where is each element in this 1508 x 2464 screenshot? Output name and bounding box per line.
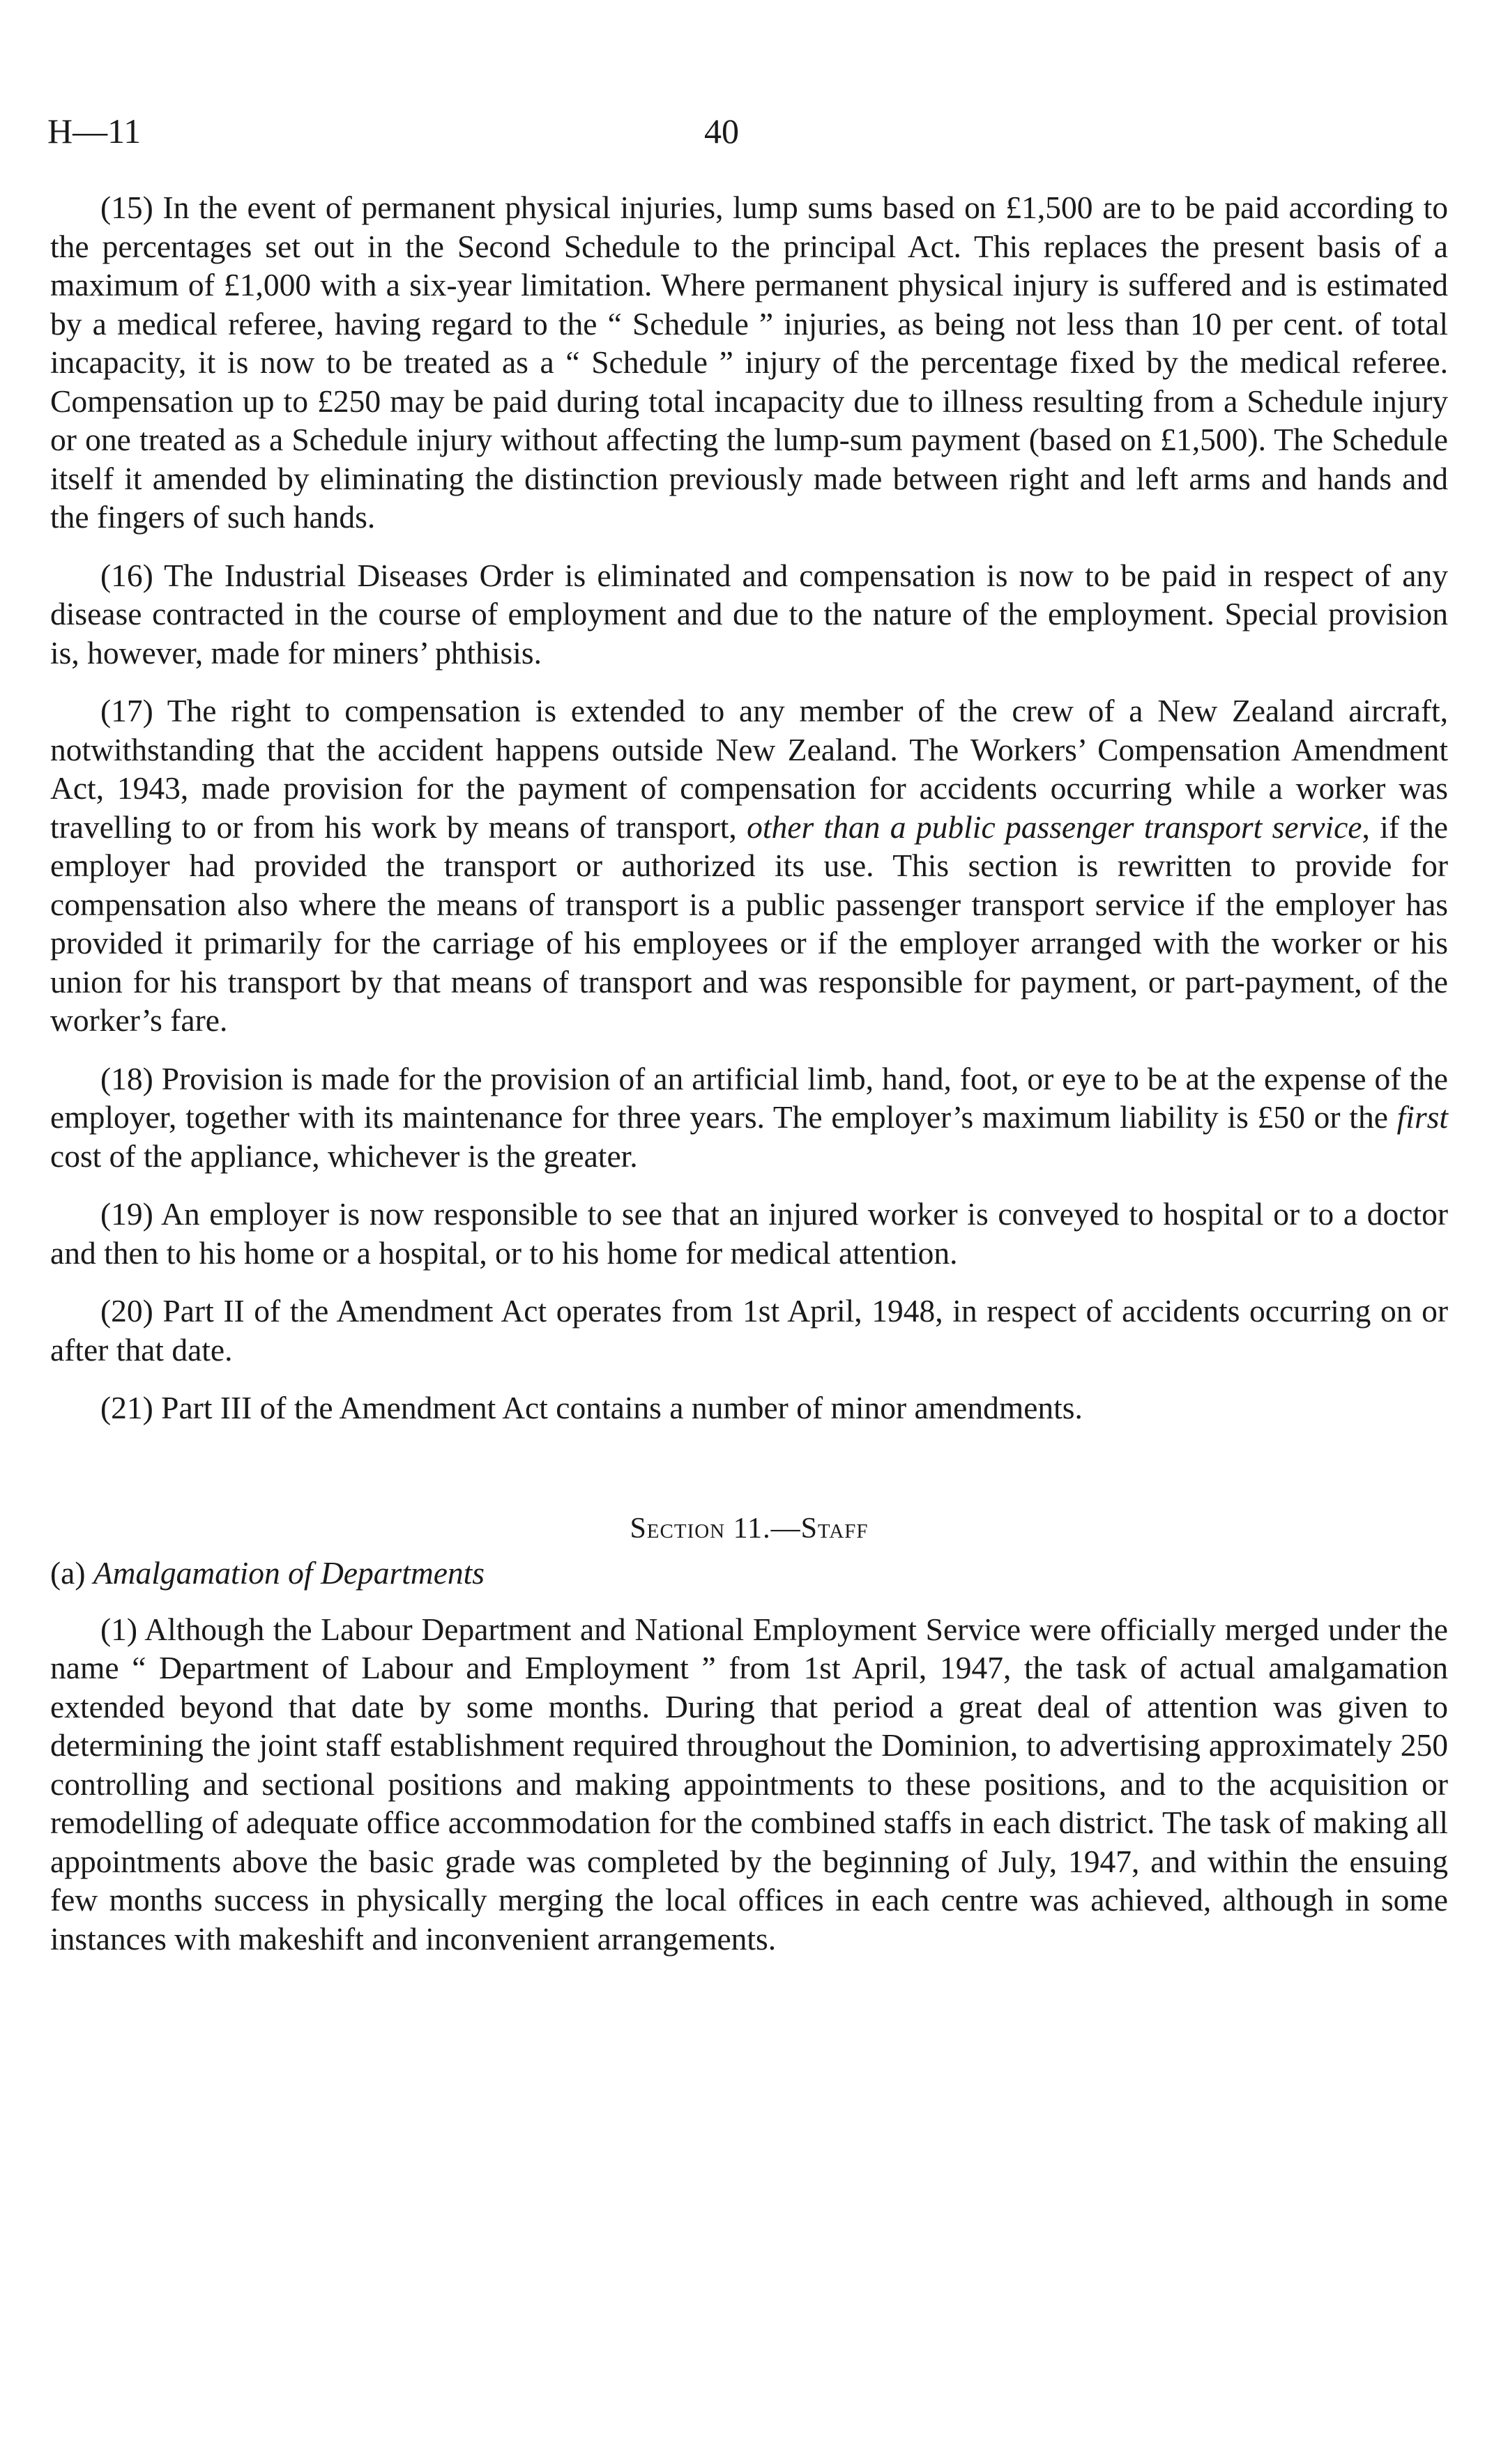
paragraph-17-text-a: (17) The right to compensation is extended to any member of the crew of a New Zealand aircraft, notwithstanding that the accident happens outside New Zealand. The Workers’ Compensation Amendment Act, 1943, made provision for the payment of compensation for accidents occurring while a worker was travelling to or from his work by means of transport, (50, 693, 1448, 845)
paragraph-18-italic: first (1396, 1099, 1448, 1135)
paragraph-21: (21) Part III of the Amendment Act contains a number of minor amendments. (100, 1390, 1083, 1425)
subheading-title: Amalgamation of Departments (93, 1554, 485, 1591)
paragraph-18 (50, 1059, 1448, 1176)
paragraph-18-text-b: cost of the appliance, whichever is the greater. (50, 1138, 638, 1174)
paragraph-16: (16) The Industrial Diseases Order is eliminated and compensation is now to be paid in respect of any disease contracted in the course of employment and due to the nature of the employment. Special provision is, however, made for miners’ phthisis. (50, 557, 1448, 671)
section-paragraph-1: (1) Although the Labour Department and National Employment Service were officially merged under the name “ Department of Labour and Employment ” from 1st April, 1947, the task of actual amalgamation extended beyond that date by some months. During that period a great deal of attention was given to determining the joint staff establishment required throughout the Dominion, to advertising approximately 250 controlling and sectional positions and making appointments to these positions, and to the acquisition or remodelling of adequate office accommodation for the combined staffs in each district. The task of making all appointments above the basic grade was completed by the beginning of July, 1947, and within the ensuing few months success in physically merging the local offices in each centre was achieved, although in some instances with makeshift and inconvenient arrangements. (50, 1611, 1448, 1957)
document-body (50, 188, 1448, 1977)
page-number: 40 (704, 112, 739, 151)
section-subheading (50, 1554, 1448, 1592)
paragraph-17-text-b: , if the employer had provided the transport or authorized its use. This section is rewritten to provide for compensation also where the means of transport is a public passenger transport service if the employer has provided it primarily for the carriage of his employees or if the employer arranged with the worker or his union for his transport by that means of transport and was responsible for payment, or part-payment, of the worker’s fare. (50, 809, 1448, 1038)
paragraph-18-text-a: (18) Provision is made for the provision of an artificial limb, hand, foot, or eye to be at the expense of the employer, together with its maintenance for three years. The employer’s maximum liability is £50 or the (50, 1060, 1448, 1135)
paragraph-20: (20) Part II of the Amendment Act operates from 1st April, 1948, in respect of accidents occurring on or after that date. (50, 1293, 1448, 1368)
paragraph-15: (15) In the event of permanent physical injuries, lump sums based on £1,500 are to be paid according to the percentages set out in the Second Schedule to the principal Act. This replaces the present basis of a maximum of £1,000 with a six-year limitation. Where permanent physical injury is suffered and is estimated by a medical referee, having regard to the “ Schedule ” injuries, as being not less than 10 per cent. of total incapacity, it is now to be treated as a “ Schedule ” injury of the percentage fixed by the medical referee. Compensation up to £250 may be paid during total incapacity due to illness resulting from a Schedule injury or one treated as a Schedule injury without affecting the lump-sum payment (based on £1,500). The Schedule itself it amended by eliminating the distinction previously made between right and left arms and hands and the fingers of such hands. (50, 190, 1448, 535)
document-number: H—11 (47, 112, 142, 151)
subheading-prefix: (a) (50, 1554, 93, 1591)
section-heading: Section 11.—Staff (630, 1512, 869, 1545)
paragraph-17-italic: other than a public passenger transport service (747, 809, 1362, 845)
paragraph-19: (19) An employer is now responsible to see that an injured worker is conveyed to hospital or to a doctor and then to his home or a hospital, or to his home for medical attention. (50, 1196, 1448, 1271)
paragraph-17 (50, 691, 1448, 1040)
